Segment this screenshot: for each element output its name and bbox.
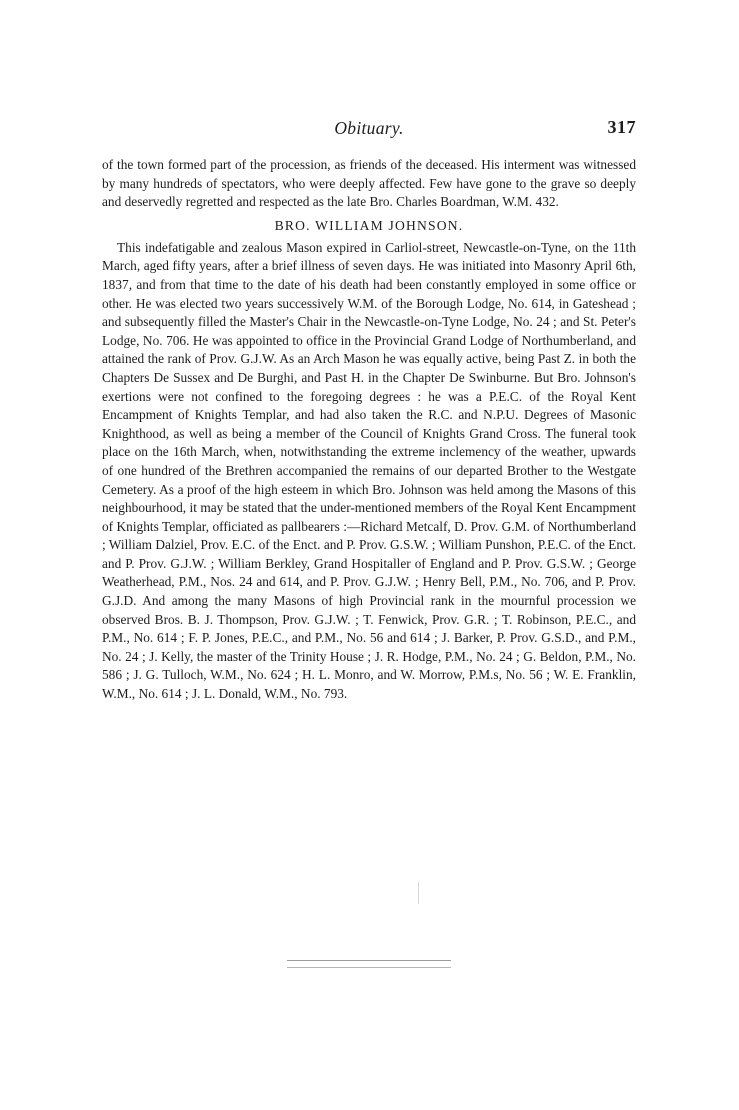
end-rule-divider: [287, 960, 451, 968]
document-page: [102, 118, 636, 704]
article-body: [102, 156, 636, 704]
paper-speck: [418, 882, 419, 904]
obituary-heading: BRO. WILLIAM JOHNSON.: [274, 217, 464, 233]
running-title: Obituary.: [334, 118, 404, 138]
page-number: 317: [607, 117, 636, 137]
continuation-paragraph: of the town formed part of the procession, as friends of the deceased. His interment was witnessed by many hundreds of spectators, who were deeply affected. Few have gone to the grave so deeply and deservedly regretted and respected as the late Bro. Charles Boardman, W.M. 432.: [102, 157, 636, 210]
running-head: [102, 118, 636, 142]
obituary-paragraph: This indefatigable and zealous Mason expired in Carliol-street, Newcastle-on-Tyne, on the 11th March, aged fifty years, after a brief illness of seven days. He was initiated into Masonry April 6th, 1837, and from that time to the date of his death had been constantly employed in some office or other. He was elected two years successively W.M. of the Borough Lodge, No. 614, in Gateshead ; and subsequently filled the Master's Chair in the Newcastle-on-Tyne Lodge, No. 24 ; and St. Peter's Lodge, No. 706. He was appointed to office in the Provincial Grand Lodge of Northumberland, and attained the rank of Prov. G.J.W. As an Arch Mason he was equally active, being Past Z. in both the Chapters De Sussex and De Burghi, and Past H. in the Chapter De Swinburne. But Bro. Johnson's exertions were not confined to the foregoing degrees : he was a P.E.C. of the Royal Kent Encampment of Knights Templar, and had also taken the R.C. and N.P.U. Degrees of Masonic Knighthood, as well as being a member of the Council of Knights Grand Cross. The funeral took place on the 16th March, when, notwithstanding the extreme inclemency of the weather, upwards of one hundred of the Brethren accompanied the remains of our departed Brother to the Westgate Cemetery. As a proof of the high esteem in which Bro. Johnson was held among the Masons of this neighbourhood, it may be stated that the under-mentioned members of the Royal Kent Encampment of Knights Templar, officiated as pallbearers :—Richard Metcalf, D. Prov. G.M. of Northumberland ; William Dalziel, Prov. E.C. of the Enct. and P. Prov. G.S.W. ; William Punshon, P.E.C. of the Enct. and P. Prov. G.J.W. ; William Berkley, Grand Hospitaller of England and P. Prov. G.S.W. ; George Weatherhead, P.M., Nos. 24 and 614, and P. Prov. G.J.W. ; Henry Bell, P.M., No. 706, and P. Prov. G.J.D. And among the many Masons of high Provincial rank in the mournful procession we observed Bros. B. J. Thompson, Prov. G.J.W. ; T. Fenwick, Prov. G.R. ; T. Robinson, P.E.C., and P.M., No. 614 ; F. P. Jones, P.E.C., and P.M., No. 56 and 614 ; J. Barker, P. Prov. G.S.D., and P.M., No. 24 ; J. Kelly, the master of the Trinity House ; J. R. Hodge, P.M., No. 24 ; G. Beldon, P.M., No. 586 ; J. G. Tulloch, W.M., No. 624 ; H. L. Monro, and W. Morrow, P.M.s, No. 56 ; W. E. Franklin, W.M., No. 614 ; J. L. Donald, W.M., No. 793.: [102, 239, 637, 702]
